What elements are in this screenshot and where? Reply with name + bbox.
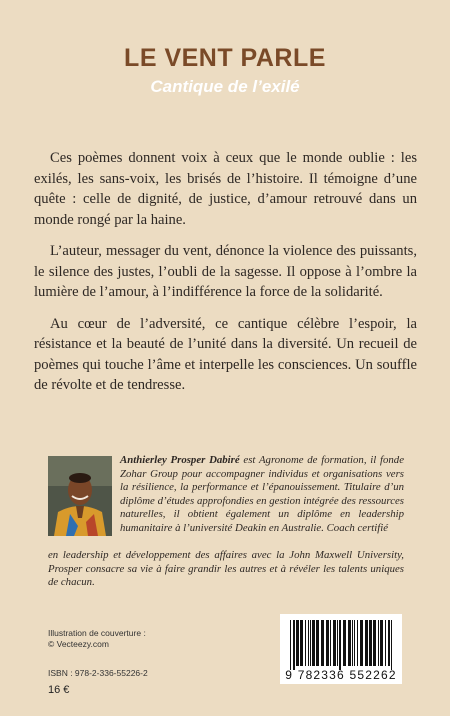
barcode-bar (293, 620, 295, 670)
book-title: LE VENT PARLE (124, 44, 326, 72)
barcode-bar (357, 620, 358, 666)
barcode-bar (337, 620, 338, 666)
blurb-paragraph-1: Ces poèmes donnent voix à ceux que le monde oublie : les exilés, les sans-voix, les brisés de l’histoire. Il témoigne d’une quête : celle de dignité, de justice, d’amour retrouvé dans un monde rongé par la haine. (34, 150, 417, 228)
barcode-bar (373, 620, 376, 666)
barcode-bar (326, 620, 329, 666)
barcode-bar (388, 620, 390, 666)
author-bio-text: est Agronome de formation, il fonde Zohar Group pour accompagner individus et organisations vers la résilience, la performance et l’épanouissement. Titulaire d’un diplôme d’études approfondies en gestion intégrée des ressources naturelles, il obtient également un diplôme en leadership humanitaire à l’université Deakin en Australie. Coach certifié (120, 454, 404, 534)
barcode-bar (365, 620, 368, 666)
barcode-bar (360, 620, 363, 666)
barcode-bar (354, 620, 355, 666)
barcode-bar (316, 620, 319, 666)
author-photo (48, 456, 112, 536)
barcode-bar (352, 620, 353, 666)
author-bio (120, 454, 404, 536)
barcode (280, 614, 402, 684)
illustration-credit-source: © Vecteezy.com (48, 639, 109, 649)
barcode-bar (290, 620, 291, 670)
price: 16 € (48, 684, 70, 696)
barcode-bar (310, 620, 311, 666)
barcode-bar (330, 620, 331, 666)
barcode-bar (391, 620, 392, 670)
illustration-credit-label: Illustration de couverture : (48, 628, 146, 638)
barcode-bar (380, 620, 383, 666)
barcode-number: 9 782336 552262 (285, 668, 397, 682)
barcode-bar (321, 620, 324, 666)
barcode-bar (339, 620, 341, 670)
blurb-paragraph-3: Au cœur de l’adversité, ce cantique célèbre l’espoir, la résistance et la beauté de l’unité dans la diversité. Un recueil de poèmes qui touche l’âme et interpelle les consciences. Un souffle de révolte et de tendresse. (34, 315, 417, 393)
barcode-bar (308, 620, 309, 666)
barcode-bar (378, 620, 379, 666)
blurb-paragraph-2: L’auteur, messager du vent, dénonce la violence des puissants, le silence des justes, l’oubli de la sagesse. Il oppose à l’ombre la lumière de l’amour, à l’indifférence la force de la solidarité. (34, 243, 417, 300)
illustration-credit (48, 628, 208, 650)
author-portrait-illustration (48, 456, 112, 536)
isbn: ISBN : 978-2-336-55226-2 (48, 668, 148, 678)
barcode-bar (296, 620, 299, 666)
barcode-bar (305, 620, 306, 666)
barcode-bar (385, 620, 386, 666)
barcode-bar (369, 620, 372, 666)
barcode-bar (348, 620, 351, 666)
barcode-bar (343, 620, 346, 666)
author-bio-continued: en leadership et développement des affaires avec la John Maxwell University, Prosper consacre sa vie à faire grandir les autres et à révéler les talents uniques de chacun. (48, 549, 404, 589)
barcode-bar (300, 620, 303, 666)
barcode-bar (333, 620, 336, 666)
author-name: Anthierley Prosper Dabiré (120, 454, 240, 466)
book-subtitle: Cantique de l’exilé (150, 77, 300, 96)
back-cover-blurb (34, 148, 417, 407)
barcode-bar (312, 620, 315, 666)
